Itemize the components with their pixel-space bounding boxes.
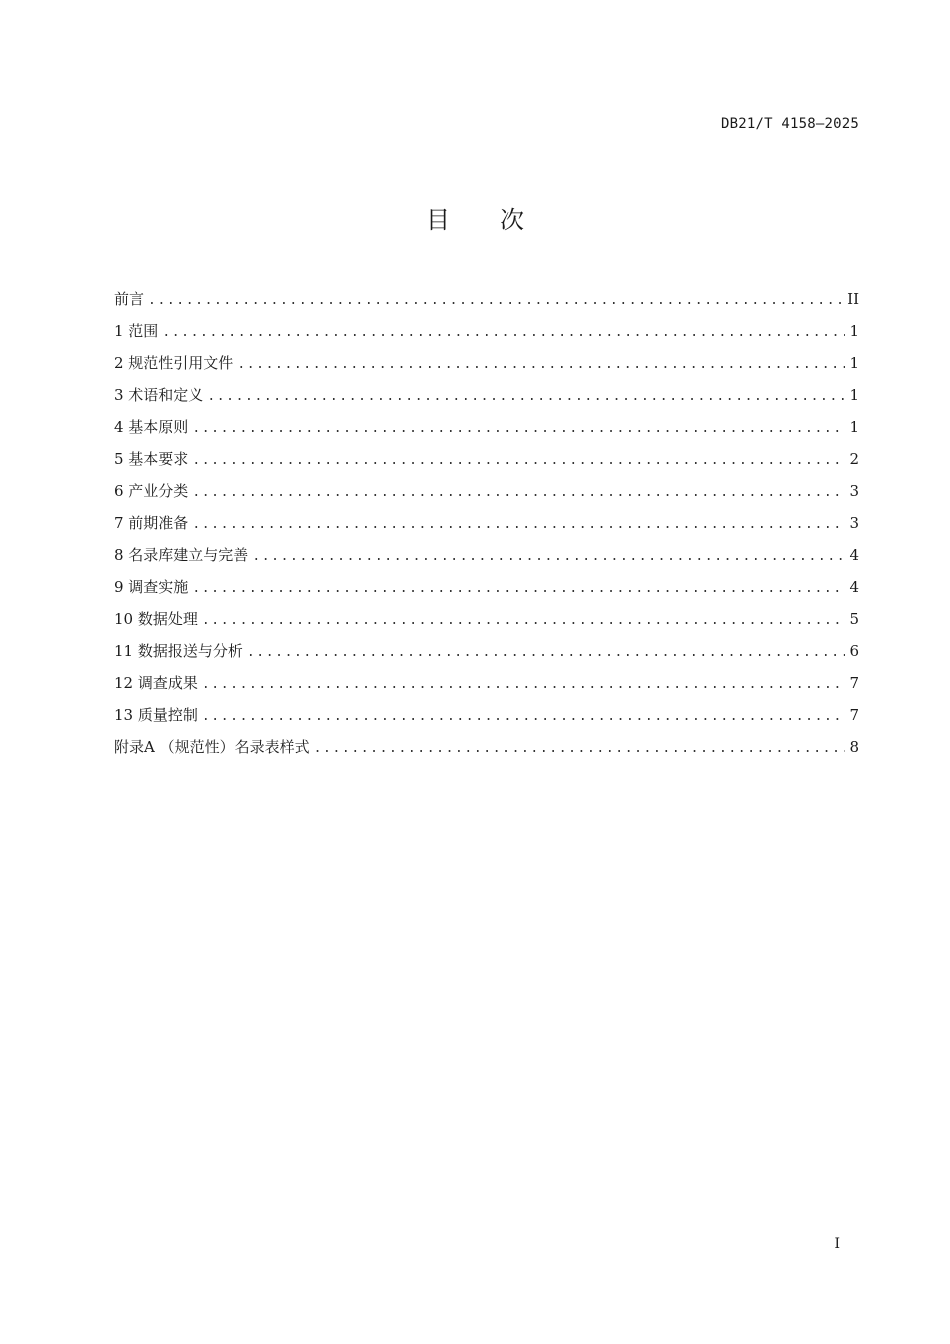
toc-entry-label: 7 前期准备 — [114, 514, 189, 532]
toc-entry-label: 4 基本原则 — [114, 418, 189, 436]
toc-entry-label: 5 基本要求 — [114, 450, 189, 468]
toc-leader-dots — [247, 641, 846, 665]
toc-entry-page: 5 — [849, 610, 859, 628]
toc-entry-survey-implementation[interactable] — [114, 575, 859, 607]
toc-entry-appendix-a[interactable] — [114, 735, 859, 767]
toc-leader-dots — [237, 353, 845, 377]
toc-leader-dots — [252, 545, 845, 569]
toc-leader-dots — [202, 673, 846, 697]
toc-entry-label: 1 范围 — [114, 322, 159, 340]
toc-entry-page: 3 — [849, 514, 859, 532]
table-of-contents — [114, 287, 859, 767]
toc-leader-dots — [192, 513, 845, 537]
toc-entry-label: 附录A （规范性）名录表样式 — [114, 738, 310, 756]
toc-leader-dots — [207, 385, 845, 409]
toc-entry-page: 3 — [849, 482, 859, 500]
toc-leader-dots — [202, 609, 846, 633]
toc-entry-label: 6 产业分类 — [114, 482, 189, 500]
toc-entry-quality-control[interactable] — [114, 703, 859, 735]
toc-entry-page: II — [847, 290, 859, 308]
toc-entry-basic-requirements[interactable] — [114, 447, 859, 479]
document-code: DB21/T 4158—2025 — [720, 116, 859, 132]
toc-entry-page: 1 — [849, 322, 859, 340]
toc-entry-page: 4 — [849, 578, 859, 596]
toc-entry-label: 13 质量控制 — [114, 706, 198, 724]
toc-leader-dots — [192, 449, 845, 473]
toc-leader-dots — [314, 737, 846, 761]
toc-entry-page: 4 — [849, 546, 859, 564]
toc-entry-page: 1 — [849, 386, 859, 404]
toc-entry-page: 7 — [849, 706, 859, 724]
toc-entry-page: 7 — [849, 674, 859, 692]
toc-entry-label: 3 术语和定义 — [114, 386, 204, 404]
toc-entry-page: 6 — [849, 642, 859, 660]
toc-entry-label: 11 数据报送与分析 — [114, 642, 243, 660]
toc-entry-data-reporting[interactable] — [114, 639, 859, 671]
toc-leader-dots — [192, 481, 845, 505]
toc-entry-foreword[interactable] — [114, 287, 859, 319]
toc-entry-industry-classification[interactable] — [114, 479, 859, 511]
toc-entry-label: 前言 — [114, 290, 145, 308]
toc-entry-page: 1 — [849, 418, 859, 436]
page-title: 目次 — [426, 206, 574, 234]
toc-leader-dots — [162, 321, 845, 345]
toc-entry-label: 9 调查实施 — [114, 578, 189, 596]
toc-entry-data-processing[interactable] — [114, 607, 859, 639]
page-number: I — [834, 1236, 840, 1252]
toc-entry-survey-results[interactable] — [114, 671, 859, 703]
toc-entry-normative-references[interactable] — [114, 351, 859, 383]
toc-entry-page: 1 — [849, 354, 859, 372]
toc-leader-dots — [202, 705, 846, 729]
toc-entry-page: 8 — [849, 738, 859, 756]
toc-leader-dots — [148, 289, 843, 313]
toc-leader-dots — [192, 577, 845, 601]
toc-entry-label: 10 数据处理 — [114, 610, 198, 628]
toc-entry-label: 12 调查成果 — [114, 674, 198, 692]
toc-entry-basic-principles[interactable] — [114, 415, 859, 447]
toc-entry-preparation[interactable] — [114, 511, 859, 543]
toc-entry-label: 2 规范性引用文件 — [114, 354, 234, 372]
toc-leader-dots — [192, 417, 845, 441]
toc-entry-directory-database[interactable] — [114, 543, 859, 575]
toc-entry-label: 8 名录库建立与完善 — [114, 546, 249, 564]
toc-entry-scope[interactable] — [114, 319, 859, 351]
toc-entry-terms-definitions[interactable] — [114, 383, 859, 415]
toc-entry-page: 2 — [849, 450, 859, 468]
